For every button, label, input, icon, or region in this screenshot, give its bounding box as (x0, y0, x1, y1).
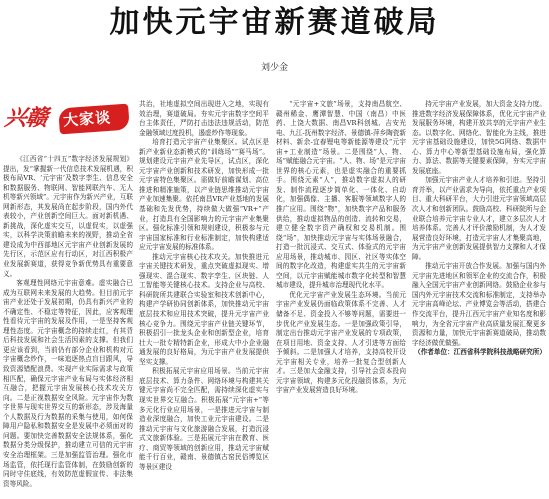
article-column-1 (3, 155, 133, 497)
article-column-2 (139, 100, 269, 497)
paragraph: 积极拓展元宇宙应用场景。当前元宇宙底层技术、算力条件、网络环境与构建其关键元宇宙尚不完全匹配，需持续深化虚实与现实世界交互融合。积极拓展“元宇宙+”等多元化行业应用场景，一是推进元宇宙与制造业深度融合，加快工业元宇宙建设。二是推动元宇宙与文化旅游融合发展，打造沉浸式文旅新体验。三是拓展元宇宙在教育、医疗、商贸等领域的创新应用，推动元宇宙赋能千行百业，赣南、景德镇古窑民俗博览区等景区建设 (139, 367, 269, 471)
article-column-3 (276, 100, 406, 497)
byline: 刘少金 (260, 63, 288, 73)
article-column-4 (412, 100, 546, 497)
paragraph: 培育打造元宇宙产业集聚区。试点区是新产业新业态新模式的“训练场”“赛马场”。规划建设元宇宙产业先导区，试点区，深化元宇宙产业创新和技术研发，加快形成一批元宇宙特色集聚区。需做好前瞻谋划、高位推进和精准施策，以产业链思维推动元宇宙产业加速集聚。依托南昌VR产业基地的发展基础和先发优势，持续做大做强“VR+”产业，打造具有全国影响力的元宇宙产业集聚区。强化标准引领和规则建设，积极参与元宇宙国家标准和行业标准制定，加快构建适应元宇宙发展的标准体系。 (139, 138, 269, 252)
author-affiliation: （作者单位：江西省科学院科技战略研究所） (414, 348, 546, 357)
logo-xinggan: 兴赣 (2, 105, 49, 131)
paragraph: 加强元宇宙产业人才培养和引进。坚持引育并举，以产业需求为导向，依托重点产业项目、重大科研平台，大力引进元宇宙领域高层次人才和创新团队。鼓励高校、科研院所与企业联合培养元宇宙专业人才，建立多层次人才培养体系。完善人才评价激励机制，为人才发展营造良好环境，打造元宇宙人才集聚高地，为元宇宙产业创新发展提供智力支撑和人才保障。 (412, 176, 546, 261)
paragraph: 《江西省“十四五”数字经济发展规划》提出，发“掌握新一代信息技术发展机遇，积极布局VR、‘元宇宙’及数字孪生、信息安全和数据服务、物联网、智能网联汽车、无人机等新兴领域”。元宇宙作为新兴产业，互联网新形态，其发展尚在起步阶段，国内外代表较小，产业创新空间巨大。面对新机遇、新挑战，深化虚实交互，以虚促实，以虚强实，以科学决策前瞻未来的视野，推动全省建设成为中西部地区元宇宙产业创新发展的先行区，示范区应有行动区，对江西积极产业发展新赛道，获得竞争新优势具有重要意义。 (3, 155, 133, 278)
paragraph: “元宇宙+文旅”场景，支持南昌航空、赣州稀金、鹰潭智慧、中国（南昌）中医药、上饶大数据、南昌VR科创城、吉安光电、九江-抚州数字经济、景德镇-萍乡陶瓷新材料、新余-宜春锂电等新能源等建设“元宇宙+工业制造”场景。二是围绕“人、物、场”赋能融合元宇宙。“人、物、场”是元宇宙世界的核心元素，也是虚实融合的重要抓手。围绕元素“人”，推动数字虚拟人的研发、制作流程逐步简单化、一体化、自动化，加强偶像、主播、客服等领域数字人的推广应用。围绕“物”，加快数字产品和服务供给，推动虚拟物品的创造、流转和交易，建立健全数字资产确权和交易机制。围绕“场”，加快推动元宇宙与实体场景融合，打造一批沉浸式、交互式、体验式的元宇宙应用场景，推动城市、园区、社区等实体空间的数字化改造，构建虚实共生的元宇宙新空间，以元宇宙赋能城市数字化转型和智慧城市建设，提升城市治理现代化水平。 (276, 100, 406, 290)
paragraph: 持元宇宙产业发展，加大资金支持力度。推进数字经济发展保障体系，优化元宇宙产业发展服务环境，构建开放共享的元宇宙产业生态。以数字化、网络化、智能化为主线，推进元宇宙基础设施建设，加快5G网络、数据中心、算力中心等新型基础设施布局，强化算力、算法、数据等关键要素保障，夯实元宇宙发展底座。 (412, 100, 546, 175)
paragraph: 推动元宇宙开放合作发展。加强与国内外元宇宙先进地区和领军企业的交流合作，积极融入全国元宇宙产业创新网络。鼓励企业参与国内外元宇宙技术交流和标准制定，支持举办元宇宙高峰论坛、产业博览会等活动，搭建合作交流平台，提升江西元宇宙产业知名度和影响力，为全省元宇宙产业高质量发展汇聚更多资源和力量，加快元宇宙新赛道破局，推动数字经济做优做强。 (412, 262, 546, 347)
column-logo (3, 95, 133, 147)
headline: 加快元宇宙新赛道破局 (109, 5, 440, 40)
paragraph: 客观理性网络元宇宙意难。虚实融合已成为互联网未来发展的大趋势。但目前元宇宙产业还处于发展初期，仍具有新兴产业的不确定性、不稳定等特征，因此，应客观理性看待元宇宙的发展及作用，一是坚持客观理性态度。元宇宙概念的持续走红，有其背后科技发展和社会生活因素的支撑。但我们更应该看到，当前仍有部分企业和机构对元宇宙概念炒作，一味追逐热点盲目跟风，导致资源错配浪费。实现产业实际需求与政策相匹配，确保元宇宙产业布局与实体经济相互融合，把握元宇宙发展核心技术攻关方向。二是正视数据安全风险。元宇宙作为数字世界与现实世界交互的新形态，涉及海量个人数据及行为数据的采集与使用，如何保障用户隐私和数据安全是发展中必须面对的问题。要加快完善数据安全法规体系，强化数据分类分级保护，推动建立可信的元宇宙安全治理框架。三是加强监管治理。强化市场监管，依托现行监管体制，在鼓励创新的同时守住底线，有效防范虚假宣传、非法集资等风险。 (3, 279, 133, 488)
paragraph: 共治，社地虚拟空间出现进入之地，实现有效治理，赛道破局。夯实元宇宙数字空间平台主体责任，严防打击违法违规活动，防范金融领域过度投机，遏虚炒作等现象。 (139, 100, 269, 137)
logo-dajiatan: 大家谈 (62, 108, 112, 130)
paragraph: 推动元宇宙核心技术攻关。加快推进元宇宙关键技术研发，重点突破虚拟现实、增强现实、混合现实、数字孪生、区块链、人工智能等关键核心技术。支持企业与高校、科研院所共建联合实验室和技术创新中心，构建产学研协同创新体系，加快推动元宇宙底层技术和应用技术突破，提升元宇宙产业核心竞争力。围绕元宇宙产业链关键环节，积极招引一批龙头企业和创新型企业，培育壮大一批专精特新企业，形成大中小企业融通发展的良好格局，为元宇宙产业发展提供坚实支撑。 (139, 252, 269, 366)
paragraph: 优化元宇宙产业发展生态环境。当前元宇宙产业发展仍面临政策体系不完善、人才储备不足、资金投入不够等问题，需要进一步优化产业发展生态。一是加强政策引导，制定出台推动元宇宙产业发展的专项政策，在项目用地、资金支持、人才引进等方面给予倾斜。二是加强人才培养，支持高校开设元宇宙相关专业，培养一批复合型创新人才。三是加大金融支持，引导社会资本投向元宇宙领域，构建多元化投融资体系，为元宇宙产业发展营造良好环境。 (276, 290, 406, 395)
